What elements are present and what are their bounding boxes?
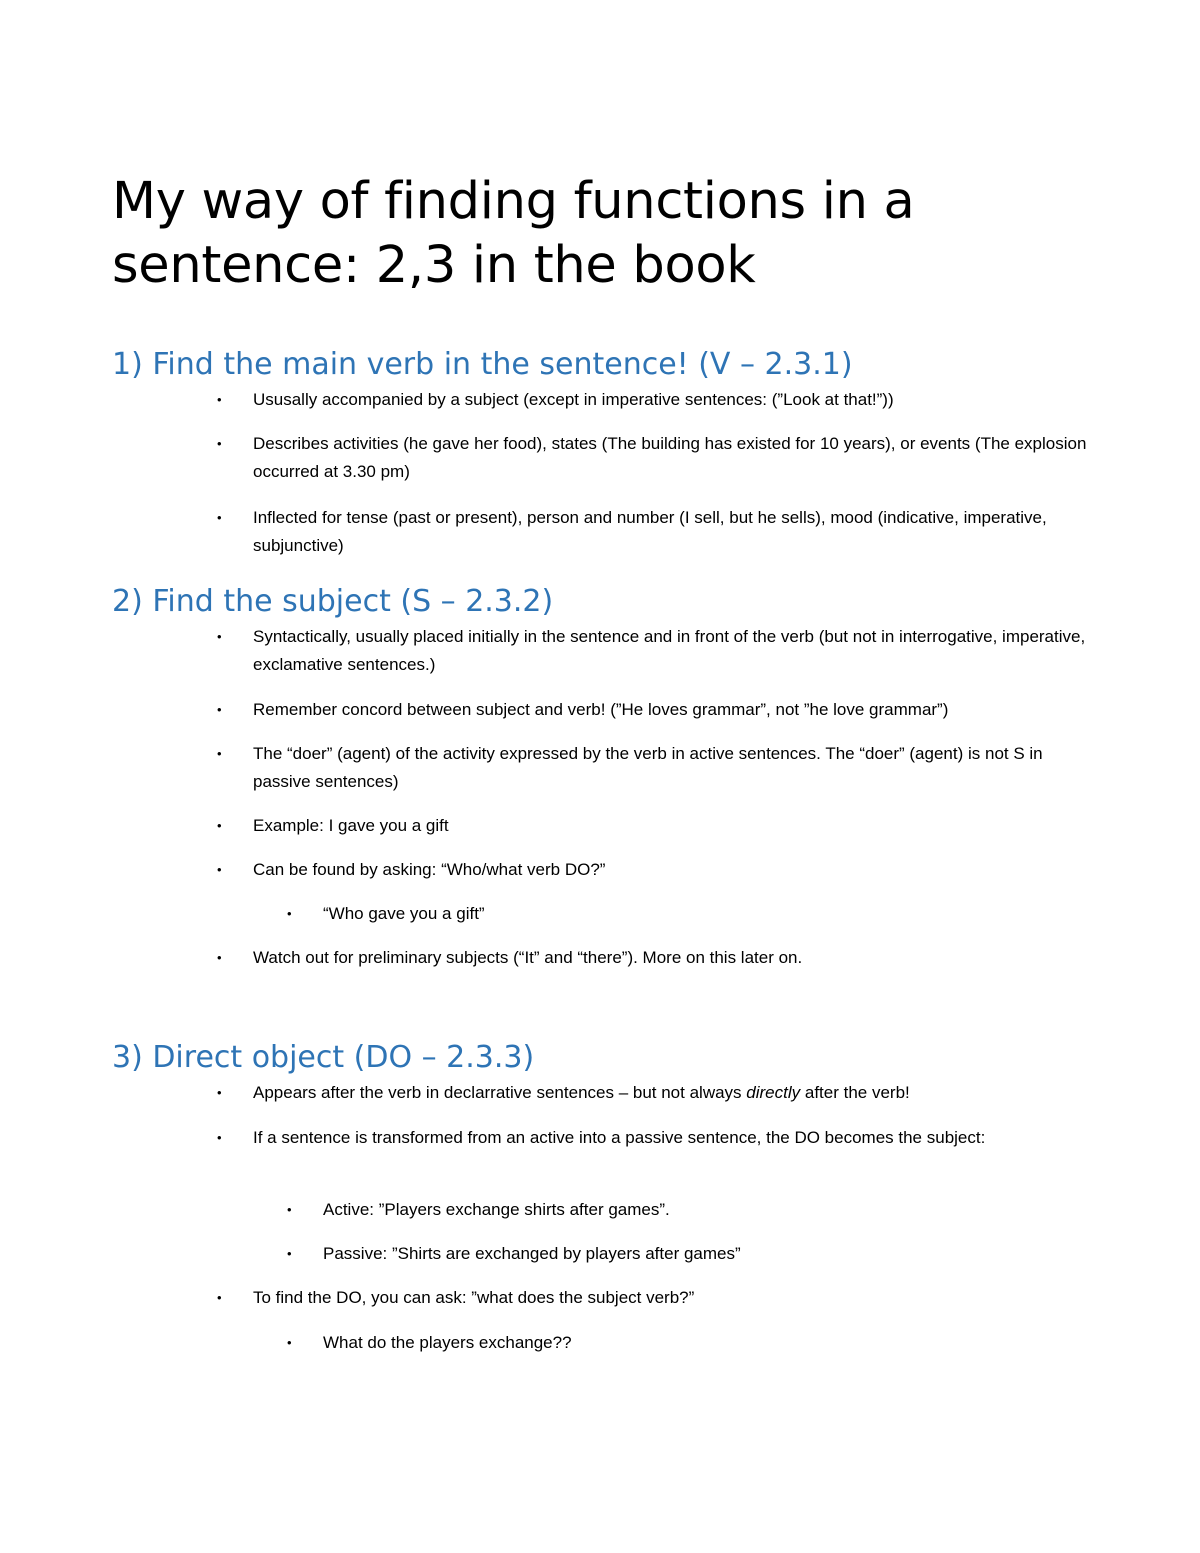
bullet-icon: • (217, 392, 222, 407)
bullet-icon: • (217, 862, 222, 877)
sub-list-item: • Passive: ”Shirts are exchanged by players after games” (323, 1240, 1103, 1268)
bullet-icon: • (217, 702, 222, 717)
section-heading-subject: 2) Find the subject (S – 2.3.2) (112, 584, 554, 619)
list-item: • If a sentence is transformed from an active into a passive sentence, the DO becomes the subject: (253, 1124, 1103, 1152)
bullet-icon: • (287, 1246, 292, 1261)
list-item: • The “doer” (agent) of the activity expressed by the verb in active sentences. The “doer” (agent) is not S in passive sentences) (253, 740, 1103, 796)
bullet-icon: • (217, 950, 222, 965)
bullet-icon: • (217, 1130, 222, 1145)
bullet-icon: • (217, 629, 222, 644)
section-heading-direct-object: 3) Direct object (DO – 2.3.3) (112, 1040, 535, 1075)
list-item: • Example: I gave you a gift (253, 812, 1103, 840)
list-item: • Remember concord between subject and verb! (”He loves grammar”, not ”he love grammar”) (253, 696, 1103, 724)
page-title-line-1: My way of finding functions in a (112, 172, 915, 231)
list-item: • Watch out for preliminary subjects (“It” and “there”). More on this later on. (253, 944, 1103, 972)
sub-list-item: • What do the players exchange?? (323, 1329, 1103, 1357)
list-item: • To find the DO, you can ask: ”what does the subject verb?” (253, 1284, 1103, 1312)
sub-list-item: • “Who gave you a gift” (323, 900, 1103, 928)
list-item: • Syntactically, usually placed initially in the sentence and in front of the verb (but not in interrogative, imperative, exclamative sentences.) (253, 623, 1103, 679)
page-title-line-2: sentence: 2,3 in the book (112, 236, 756, 295)
list-item: • Can be found by asking: “Who/what verb DO?” (253, 856, 1103, 884)
emphasis-text: directly (746, 1083, 801, 1102)
bullet-icon: • (217, 746, 222, 761)
bullet-icon: • (217, 1290, 222, 1305)
bullet-icon: • (287, 906, 292, 921)
list-item: • Appears after the verb in declarrative sentences – but not always directly after the verb! (253, 1079, 1103, 1107)
list-item: • Inflected for tense (past or present), person and number (I sell, but he sells), mood (indicative, imperative, subjunctive) (253, 504, 1103, 560)
list-item: • Describes activities (he gave her food), states (The building has existed for 10 years), or events (The explosion occurred at 3.30 pm) (253, 430, 1103, 486)
bullet-icon: • (217, 510, 222, 525)
bullet-icon: • (287, 1202, 292, 1217)
bullet-icon: • (217, 818, 222, 833)
section-heading-main-verb: 1) Find the main verb in the sentence! (V – 2.3.1) (112, 347, 853, 382)
bullet-icon: • (217, 436, 222, 451)
list-item: • Ususally accompanied by a subject (except in imperative sentences: (”Look at that!”)) (253, 386, 1103, 414)
bullet-icon: • (287, 1335, 292, 1350)
sub-list-item: • Active: ”Players exchange shirts after games”. (323, 1196, 1103, 1224)
page-title (112, 170, 1112, 298)
bullet-icon: • (217, 1085, 222, 1100)
